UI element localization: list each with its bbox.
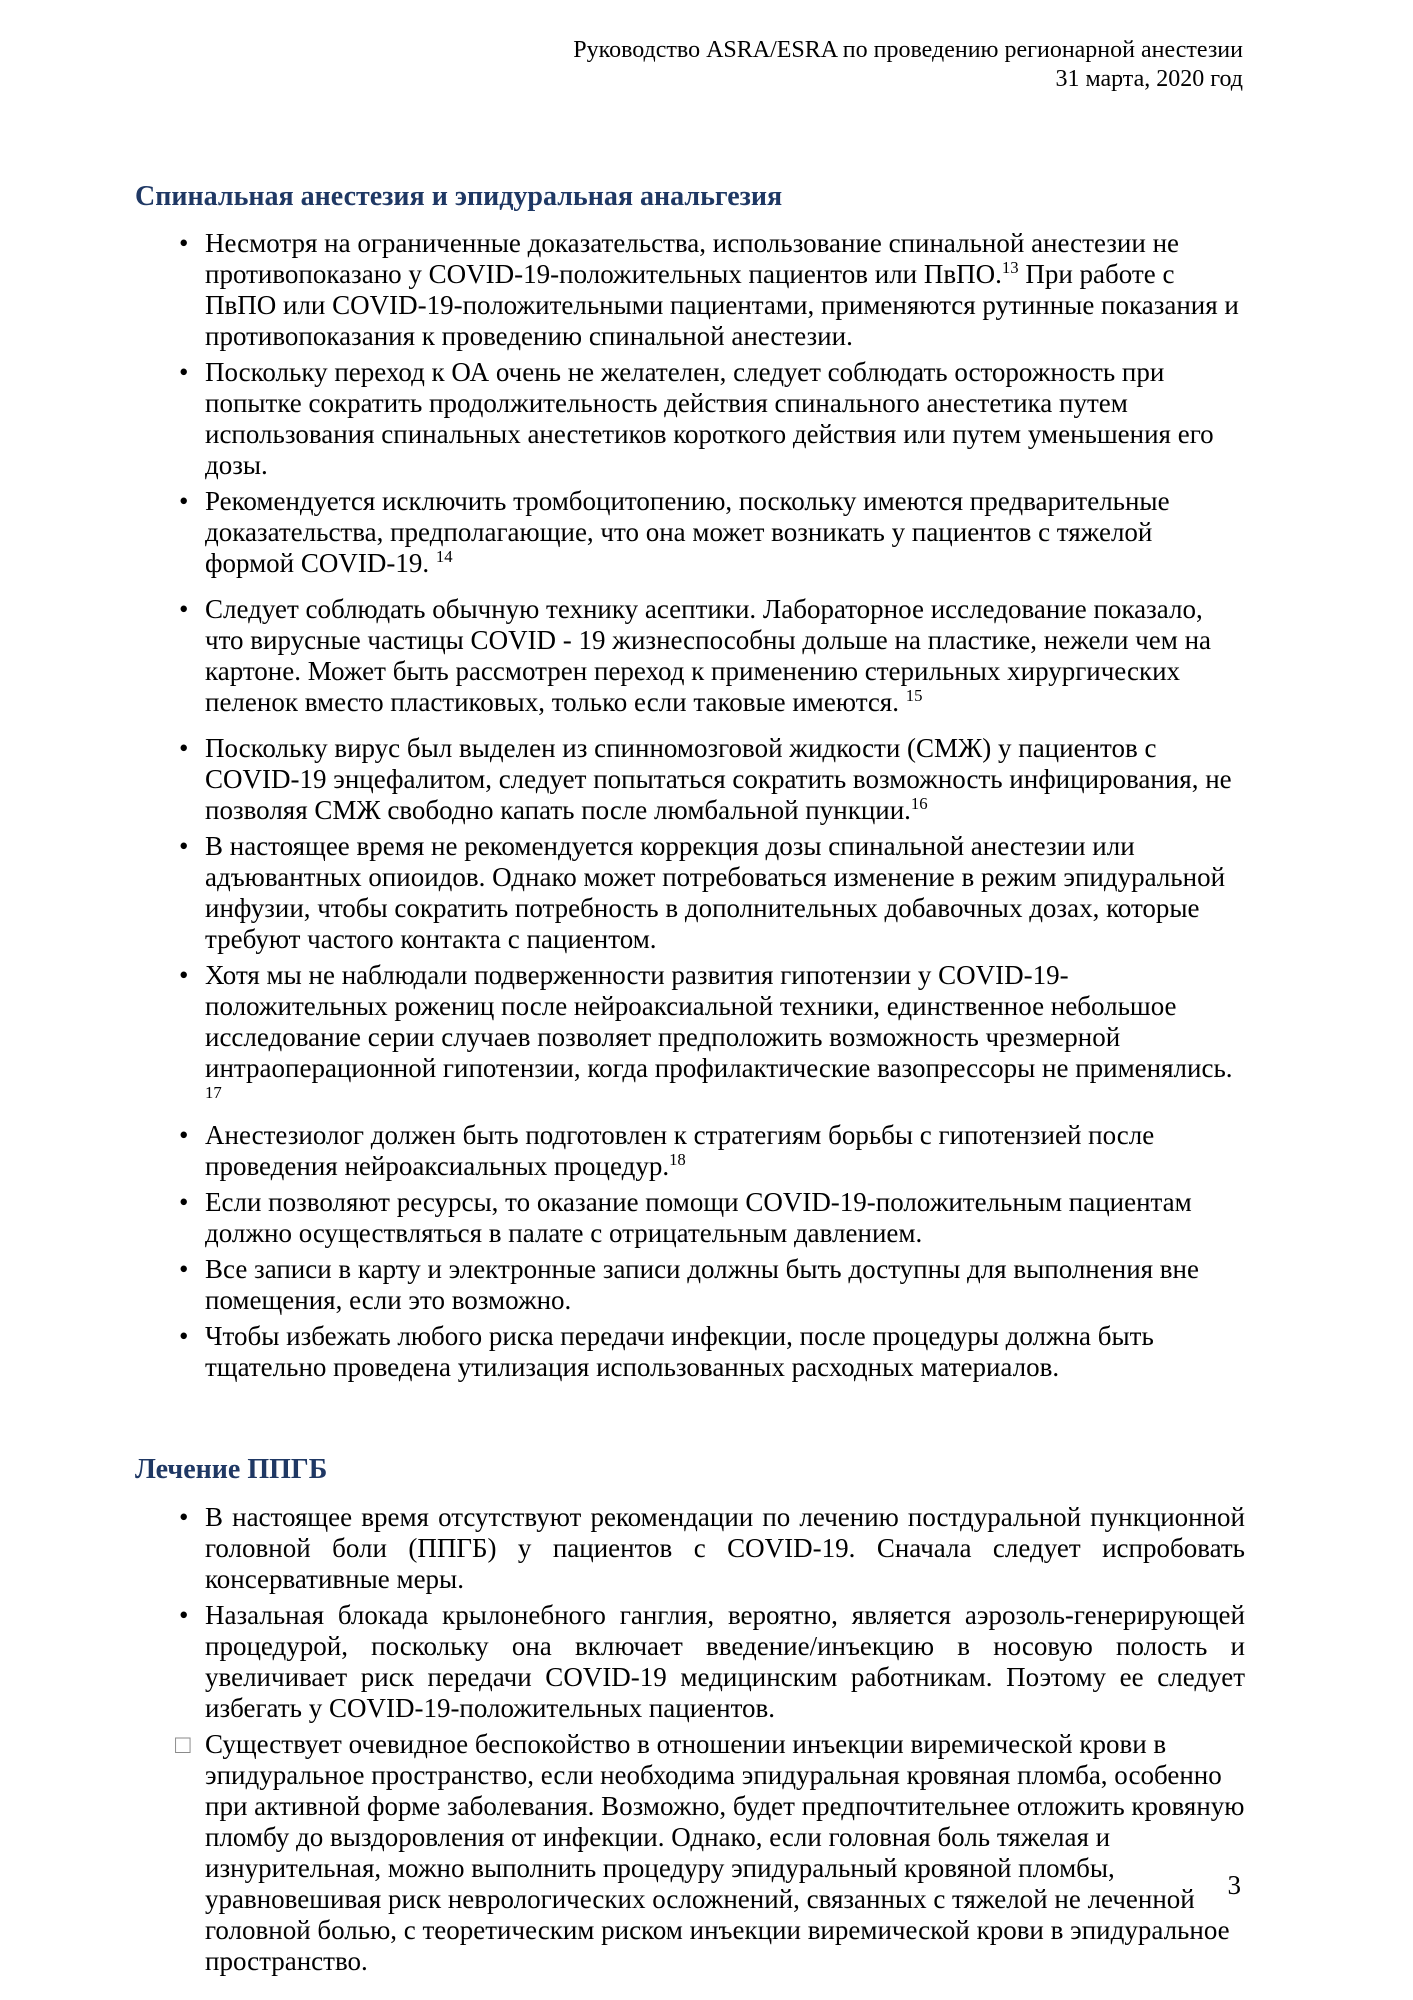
bullet-icon: • (179, 356, 189, 387)
list-item-text: Поскольку переход к ОА очень не желателен, следует соблюдать осторожность при попытке сократить продолжительность действия спинального анестетика путем использования спинальных анестетиков короткого действия или путем уменьшения его дозы. (205, 356, 1214, 480)
bullet-icon: • (179, 732, 189, 763)
bullet-icon: • (179, 1119, 189, 1150)
bullet-icon: • (179, 959, 189, 990)
header-date: 31 марта, 2020 год (1055, 65, 1243, 92)
bullet-icon: • (179, 227, 189, 258)
bullet-icon: • (179, 485, 189, 516)
list-item-text: Анестезиолог должен быть подготовлен к стратегиям борьбы с гипотензией после проведения нейроаксиальных процедур.$^{18}$ (205, 1119, 1155, 1181)
list-item (135, 960, 1245, 1115)
list-item-text: В настоящее время отсутствуют рекомендации по лечению постдуральной пункционной головной боли (ППГБ) у пациентов с COVID-19. Сначала следует испробовать консервативные меры. (205, 1502, 1245, 1595)
footnote-ref: 13 (1001, 257, 1019, 277)
list-item (135, 486, 1245, 579)
list-item (135, 733, 1245, 826)
section-pdph-treatment (135, 1453, 1245, 1978)
bullet-list (135, 1502, 1245, 1977)
list-item-text: Все записи в карту и электронные записи должны быть доступны для выполнения вне помещения, если это возможно. (205, 1253, 1199, 1315)
list-item (135, 594, 1245, 718)
list-item (135, 831, 1245, 955)
list-item-text: Существует очевидное беспокойство в отношении инъекции виремической крови в эпидуральное пространство, если необходима эпидуральная кровяная пломба, особенно при активной форме заболевания. Возможно, будет предпочтительнее отложить кровяную пломбу до выздоровления от инфекции. Однако, если головная боль тяжелая и изнурительная, можно выполнить процедуру эпидуральный кровяной пломбы, уравновешивая риск неврологических осложнений, связанных с тяжелой не леченной головной болью, с теоретическим риском инъекции виремической крови в эпидуральное пространство. (205, 1729, 1245, 1977)
section-title: Лечение ППГБ (135, 1453, 328, 1485)
list-item-text: Несмотря на ограниченные доказательства, использование спинальной анестезии не противопоказано у COVID-19-положительных пациентов или ПвПО.$^{13}$ При работе с ПвПО или COVID-19-положительными пациентами, применяются рутинные показания и противопоказания к проведению спинальной анестезии. (205, 227, 1239, 351)
list-item-text: Чтобы избежать любого риска передачи инфекции, после процедуры должна быть тщательно проведена утилизация использованных расходных материалов. (205, 1320, 1154, 1382)
page-number: 3 (1227, 1870, 1241, 1900)
bullet-icon: • (179, 830, 189, 861)
list-item (135, 1187, 1245, 1249)
list-item (135, 1254, 1245, 1316)
list-item (135, 1120, 1245, 1182)
section-title: Спинальная анестезия и эпидуральная анальгезия (135, 181, 783, 212)
list-item-text: Если позволяют ресурсы, то оказание помощи COVID-19-положительным пациентам должно осуществляться в палате с отрицательным давлением. (205, 1186, 1192, 1248)
footnote-ref: 15 (905, 685, 923, 705)
bullet-icon: • (179, 1186, 189, 1217)
document-content (135, 0, 1245, 1982)
list-item-text: Хотя мы не наблюдали подверженности развития гипотензии у COVID-19-положительных рожениц после нейроаксиальной техники, единственное небольшое исследование серии случаев позволяет предположить возможность чрезмерной интраоперационной гипотензии, когда профилактические вазопрессоры не применялись. $^{17}$ (205, 959, 1233, 1102)
list-item (135, 1729, 1245, 1977)
list-item-text: Рекомендуется исключить тромбоцитопению, поскольку имеются предварительные доказательства, предполагающие, что она может возникать у пациентов с тяжелой формой COVID-19. $^{14}$ (205, 485, 1170, 578)
footnote-ref: 16 (910, 793, 928, 813)
list-item-text: В настоящее время не рекомендуется коррекция дозы спинальной анестезии или адъювантных опиоидов. Однако может потребоваться изменение в режим эпидуральной инфузии, чтобы сократить потребность в дополнительных добавочных дозах, которые требуют частого контакта с пациентом. (205, 830, 1226, 954)
list-item-text: Поскольку вирус был выделен из спинномозговой жидкости (СМЖ) у пациентов с COVID-19 энцефалитом, следует попытаться сократить возможность инфицирования, не позволяя СМЖ свободно капать после люмбальной пункции.$^{16}$ (205, 732, 1232, 825)
bullet-icon: • (179, 1502, 189, 1533)
footnote-ref: 18 (669, 1149, 686, 1169)
list-item (135, 357, 1245, 481)
bullet-list (135, 228, 1245, 1383)
list-item-text: Назальная блокада крылонебного ганглия, вероятно, является аэрозоль-генерирующей процедурой, поскольку она включает введение/инъекцию в носовую полость и увеличивает риск передачи COVID-19 медицинским работникам. Поэтому ее следует избегать у COVID-19-положительных пациентов. (205, 1600, 1245, 1724)
list-item (135, 1321, 1245, 1383)
footnote-ref: 14 (435, 546, 453, 566)
list-item (135, 228, 1245, 352)
list-item (135, 1600, 1245, 1724)
square-bullet-icon: □ (175, 1730, 191, 1760)
list-item-text: Следует соблюдать обычную технику асептики. Лабораторное исследование показало, что вирусные частицы COVID - 19 жизнеспособны дольше на пластике, нежели чем на картоне. Может быть рассмотрен переход к применению стерильных хирургических пеленок вместо пластиковых, только если таковые имеются. $^{15}$ (205, 593, 1212, 717)
bullet-icon: • (179, 1253, 189, 1284)
bullet-icon: • (179, 1600, 189, 1631)
bullet-icon: • (179, 593, 189, 624)
bullet-icon: • (179, 1320, 189, 1351)
list-item (135, 1502, 1245, 1595)
section-spinal-anesthesia (135, 180, 1245, 1383)
footnote-ref: 17 (205, 1082, 222, 1102)
header-title: Руководство ASRA/ESRA по проведению регионарной анестезии (573, 37, 1243, 63)
